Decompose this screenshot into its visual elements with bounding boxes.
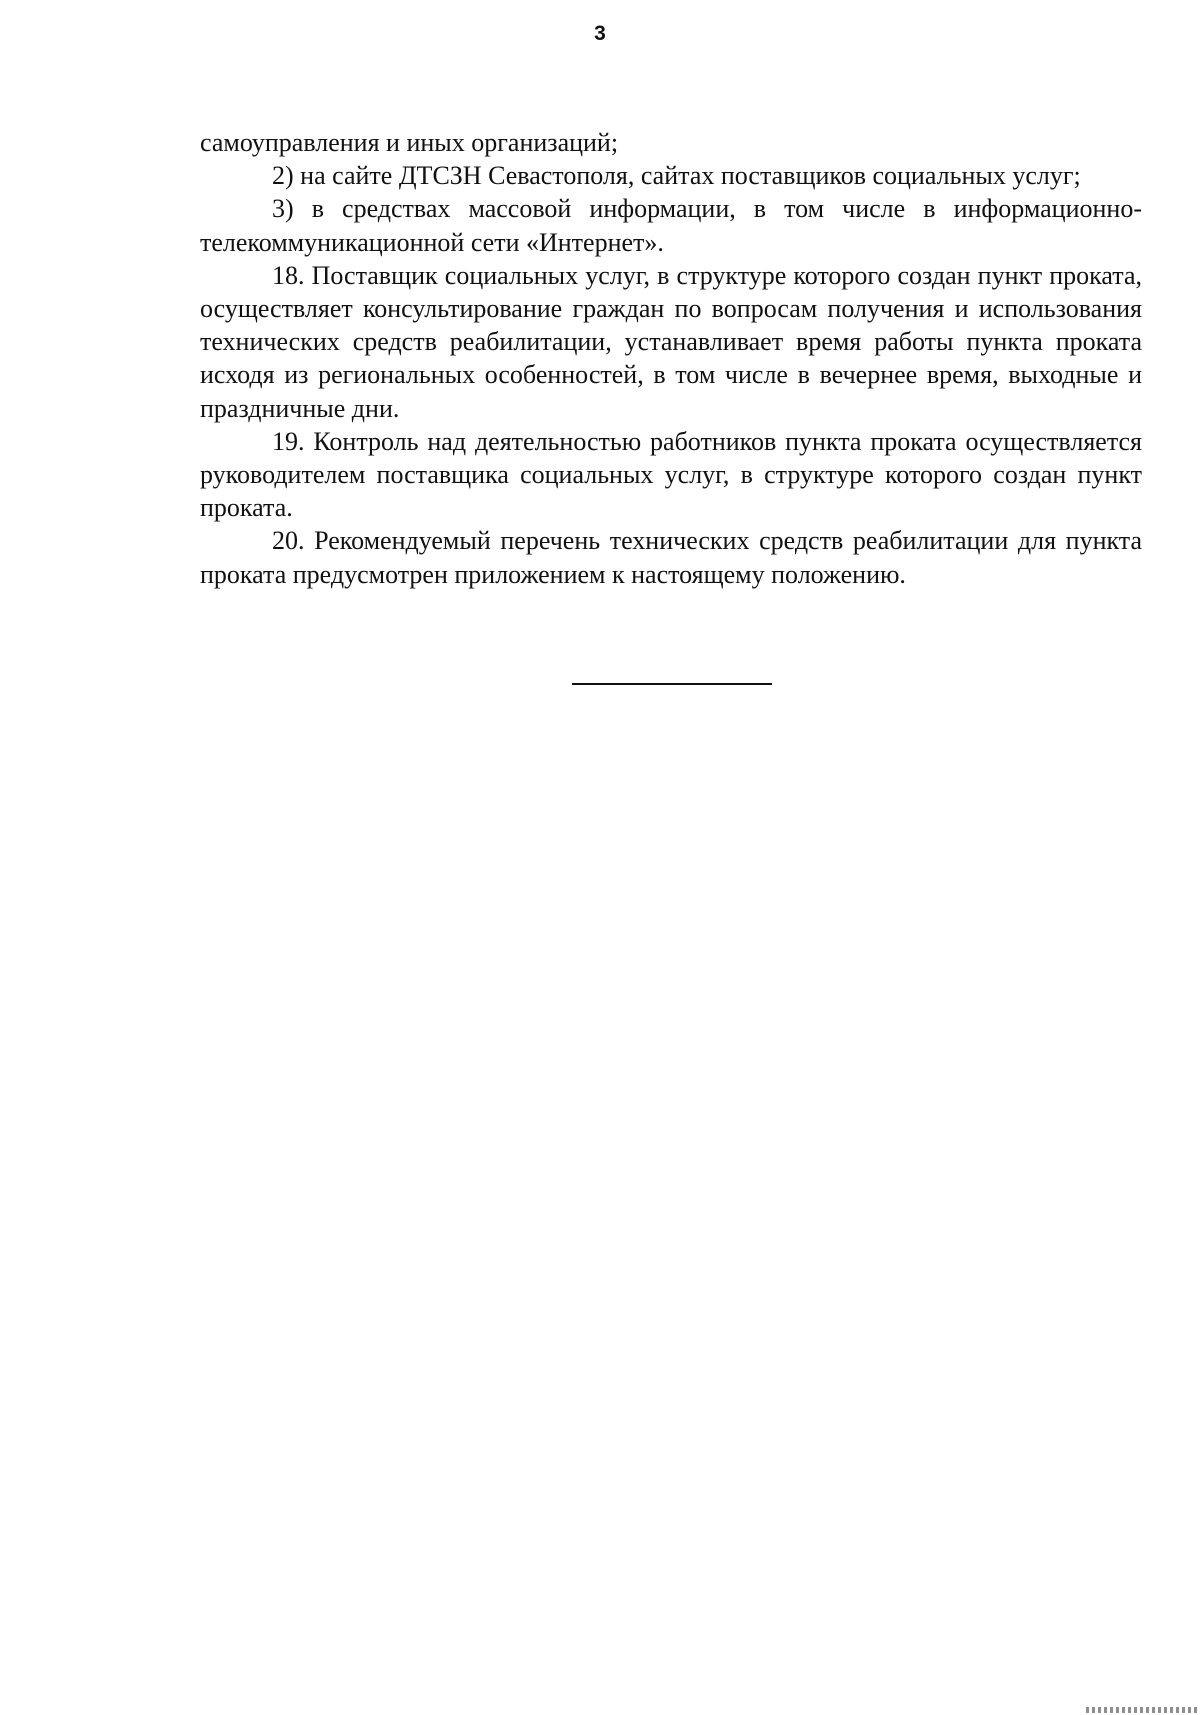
end-of-text-rule [572, 683, 772, 685]
paragraph-clause-19: 19. Контроль над деятельностью работников пункта проката осуществляется руководителем поставщика социальных услуг, в структуре которого создан пункт проката. [200, 426, 1142, 523]
paragraph-item-3: 3) в средствах массовой информации, в том числе в информационно-телекоммуникационной сети «Интернет». [200, 194, 1142, 257]
paragraph-continuation: самоуправления и иных организаций; [200, 128, 619, 157]
paragraph-clause-20: 20. Рекомендуемый перечень технических средств реабилитации для пункта проката предусмотрен приложением к настоящему положению. [200, 526, 1142, 589]
end-rule-segment [690, 683, 772, 685]
paragraph-clause-18: 18. Поставщик социальных услуг, в структуре которого создан пункт проката, осуществляет консультирование граждан по вопросам получения и использования технических средств реабилитации, устанавливает время работы пункта проката исходя из региональных особенностей, в том числе в вечернее время, выходные и праздничные дни. [200, 260, 1142, 423]
paragraph-item-2: 2) на сайте ДТСЗН Севастополя, сайтах поставщиков социальных услуг; [272, 161, 1081, 191]
document-body [200, 126, 1142, 591]
scan-artifact-mark [1086, 1707, 1200, 1713]
page-number: 3 [594, 22, 606, 45]
